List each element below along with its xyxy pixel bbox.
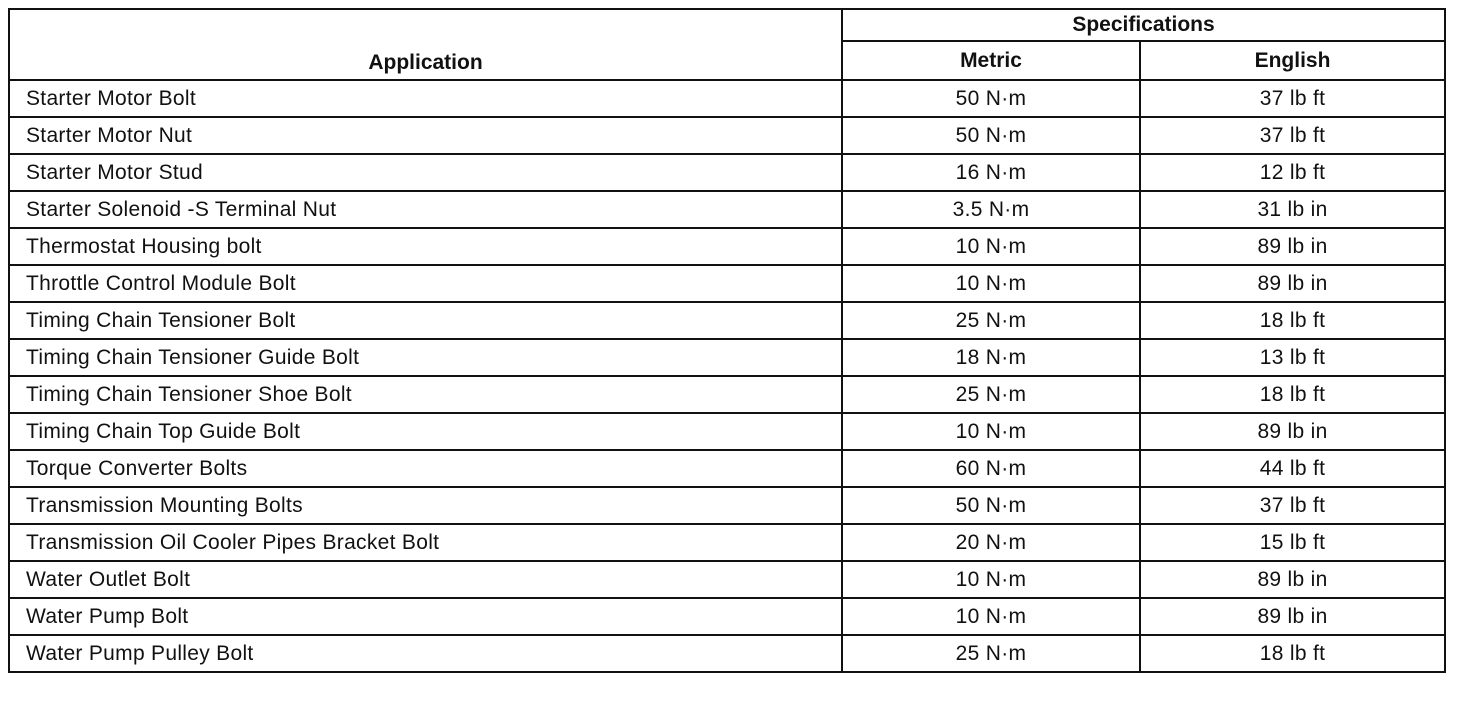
metric-value-cell: 20 N·m (842, 524, 1140, 561)
header-row-top (9, 9, 1445, 41)
application-cell: Water Pump Bolt (9, 598, 842, 635)
table-row (9, 302, 1445, 339)
application-cell: Thermostat Housing bolt (9, 228, 842, 265)
english-value-cell: 89 lb in (1140, 598, 1445, 635)
table-row (9, 450, 1445, 487)
application-cell: Timing Chain Top Guide Bolt (9, 413, 842, 450)
specifications-group-header: Specifications (842, 9, 1445, 41)
metric-value-cell: 10 N·m (842, 561, 1140, 598)
application-cell: Starter Solenoid -S Terminal Nut (9, 191, 842, 228)
metric-value-cell: 50 N·m (842, 80, 1140, 117)
english-value-cell: 44 lb ft (1140, 450, 1445, 487)
application-cell: Water Outlet Bolt (9, 561, 842, 598)
metric-value-cell: 25 N·m (842, 635, 1140, 672)
metric-value-cell: 25 N·m (842, 302, 1140, 339)
metric-value-cell: 10 N·m (842, 228, 1140, 265)
english-value-cell: 89 lb in (1140, 561, 1445, 598)
application-cell: Timing Chain Tensioner Guide Bolt (9, 339, 842, 376)
application-cell: Transmission Oil Cooler Pipes Bracket Bolt (9, 524, 842, 561)
table-row (9, 265, 1445, 302)
english-value-cell: 89 lb in (1140, 265, 1445, 302)
metric-value-cell: 18 N·m (842, 339, 1140, 376)
english-value-cell: 89 lb in (1140, 413, 1445, 450)
metric-value-cell: 50 N·m (842, 117, 1140, 154)
torque-specifications-table (8, 8, 1446, 673)
metric-column-header: Metric (842, 41, 1140, 80)
application-cell: Water Pump Pulley Bolt (9, 635, 842, 672)
table-row (9, 117, 1445, 154)
english-value-cell: 31 lb in (1140, 191, 1445, 228)
application-cell: Starter Motor Stud (9, 154, 842, 191)
application-cell: Timing Chain Tensioner Shoe Bolt (9, 376, 842, 413)
table-body (9, 80, 1445, 672)
metric-value-cell: 50 N·m (842, 487, 1140, 524)
english-value-cell: 37 lb ft (1140, 117, 1445, 154)
table-row (9, 376, 1445, 413)
english-value-cell: 18 lb ft (1140, 635, 1445, 672)
english-value-cell: 37 lb ft (1140, 487, 1445, 524)
metric-value-cell: 10 N·m (842, 598, 1140, 635)
english-value-cell: 15 lb ft (1140, 524, 1445, 561)
table-row (9, 487, 1445, 524)
table-row (9, 339, 1445, 376)
table-row (9, 154, 1445, 191)
table-row (9, 635, 1445, 672)
application-cell: Timing Chain Tensioner Bolt (9, 302, 842, 339)
metric-value-cell: 16 N·m (842, 154, 1140, 191)
table-row (9, 524, 1445, 561)
application-cell: Transmission Mounting Bolts (9, 487, 842, 524)
metric-value-cell: 25 N·m (842, 376, 1140, 413)
table-row (9, 80, 1445, 117)
english-value-cell: 13 lb ft (1140, 339, 1445, 376)
table-row (9, 598, 1445, 635)
application-cell: Torque Converter Bolts (9, 450, 842, 487)
table-row (9, 561, 1445, 598)
application-cell: Throttle Control Module Bolt (9, 265, 842, 302)
table-row (9, 191, 1445, 228)
table-row (9, 228, 1445, 265)
english-value-cell: 18 lb ft (1140, 302, 1445, 339)
english-value-cell: 37 lb ft (1140, 80, 1445, 117)
application-cell: Starter Motor Nut (9, 117, 842, 154)
application-column-header: Application (9, 9, 842, 80)
english-column-header: English (1140, 41, 1445, 80)
english-value-cell: 89 lb in (1140, 228, 1445, 265)
english-value-cell: 12 lb ft (1140, 154, 1445, 191)
table-row (9, 413, 1445, 450)
metric-value-cell: 10 N·m (842, 413, 1140, 450)
metric-value-cell: 10 N·m (842, 265, 1140, 302)
metric-value-cell: 3.5 N·m (842, 191, 1140, 228)
english-value-cell: 18 lb ft (1140, 376, 1445, 413)
application-cell: Starter Motor Bolt (9, 80, 842, 117)
table-header (9, 9, 1445, 80)
metric-value-cell: 60 N·m (842, 450, 1140, 487)
